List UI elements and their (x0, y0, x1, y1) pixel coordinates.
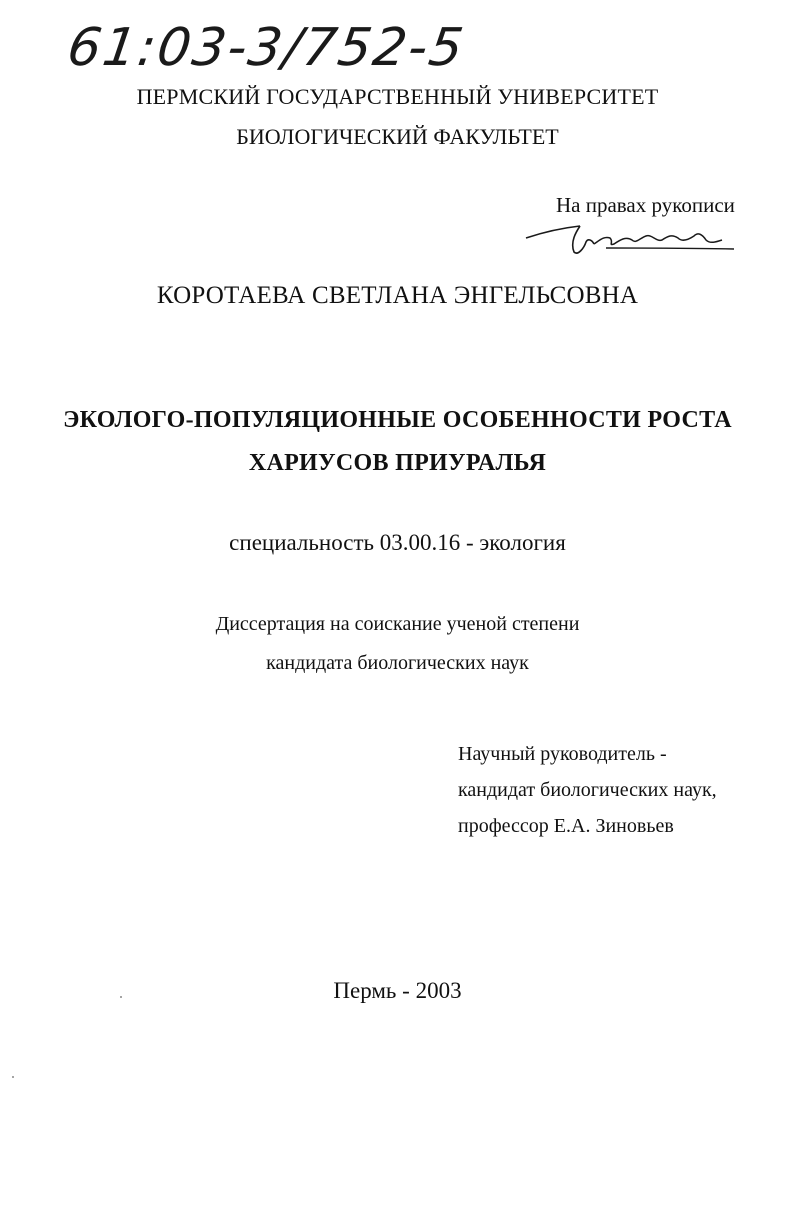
dissertation-degree-line-1: Диссертация на соискание ученой степени (215, 613, 580, 635)
faculty-name: БИОЛОГИЧЕСКИЙ ФАКУЛЬТЕТ (236, 124, 559, 149)
university-name: ПЕРМСКИЙ ГОСУДАРСТВЕННЫЙ УНИВЕРСИТЕТ (136, 84, 659, 109)
author-name: КОРОТАЕВА СВЕТЛАНА ЭНГЕЛЬСОВНА (156, 282, 639, 309)
thesis-title-line-2: ХАРИУСОВ ПРИУРАЛЬЯ (248, 450, 547, 476)
thesis-title-line-1: ЭКОЛОГО-ПОПУЛЯЦИОННЫЕ ОСОБЕННОСТИ РОСТА (63, 407, 732, 433)
specialty: специальность 03.00.16 - экология (229, 530, 566, 555)
supervisor-degree: кандидат биологических наук, (458, 779, 717, 801)
scan-speck (120, 996, 122, 998)
signature-icon (522, 212, 737, 260)
supervisor-name: профессор Е.А. Зиновьев (458, 815, 674, 837)
supervisor-role: Научный руководитель - (458, 743, 667, 765)
city-year: Пермь - 2003 (333, 978, 462, 1003)
scan-speck (12, 1076, 14, 1078)
archive-code: 61:03-3/752-5 (63, 18, 469, 78)
dissertation-degree-line-2: кандидата биологических наук (266, 652, 529, 674)
manuscript-rights-note: На правах рукописи (556, 193, 735, 217)
